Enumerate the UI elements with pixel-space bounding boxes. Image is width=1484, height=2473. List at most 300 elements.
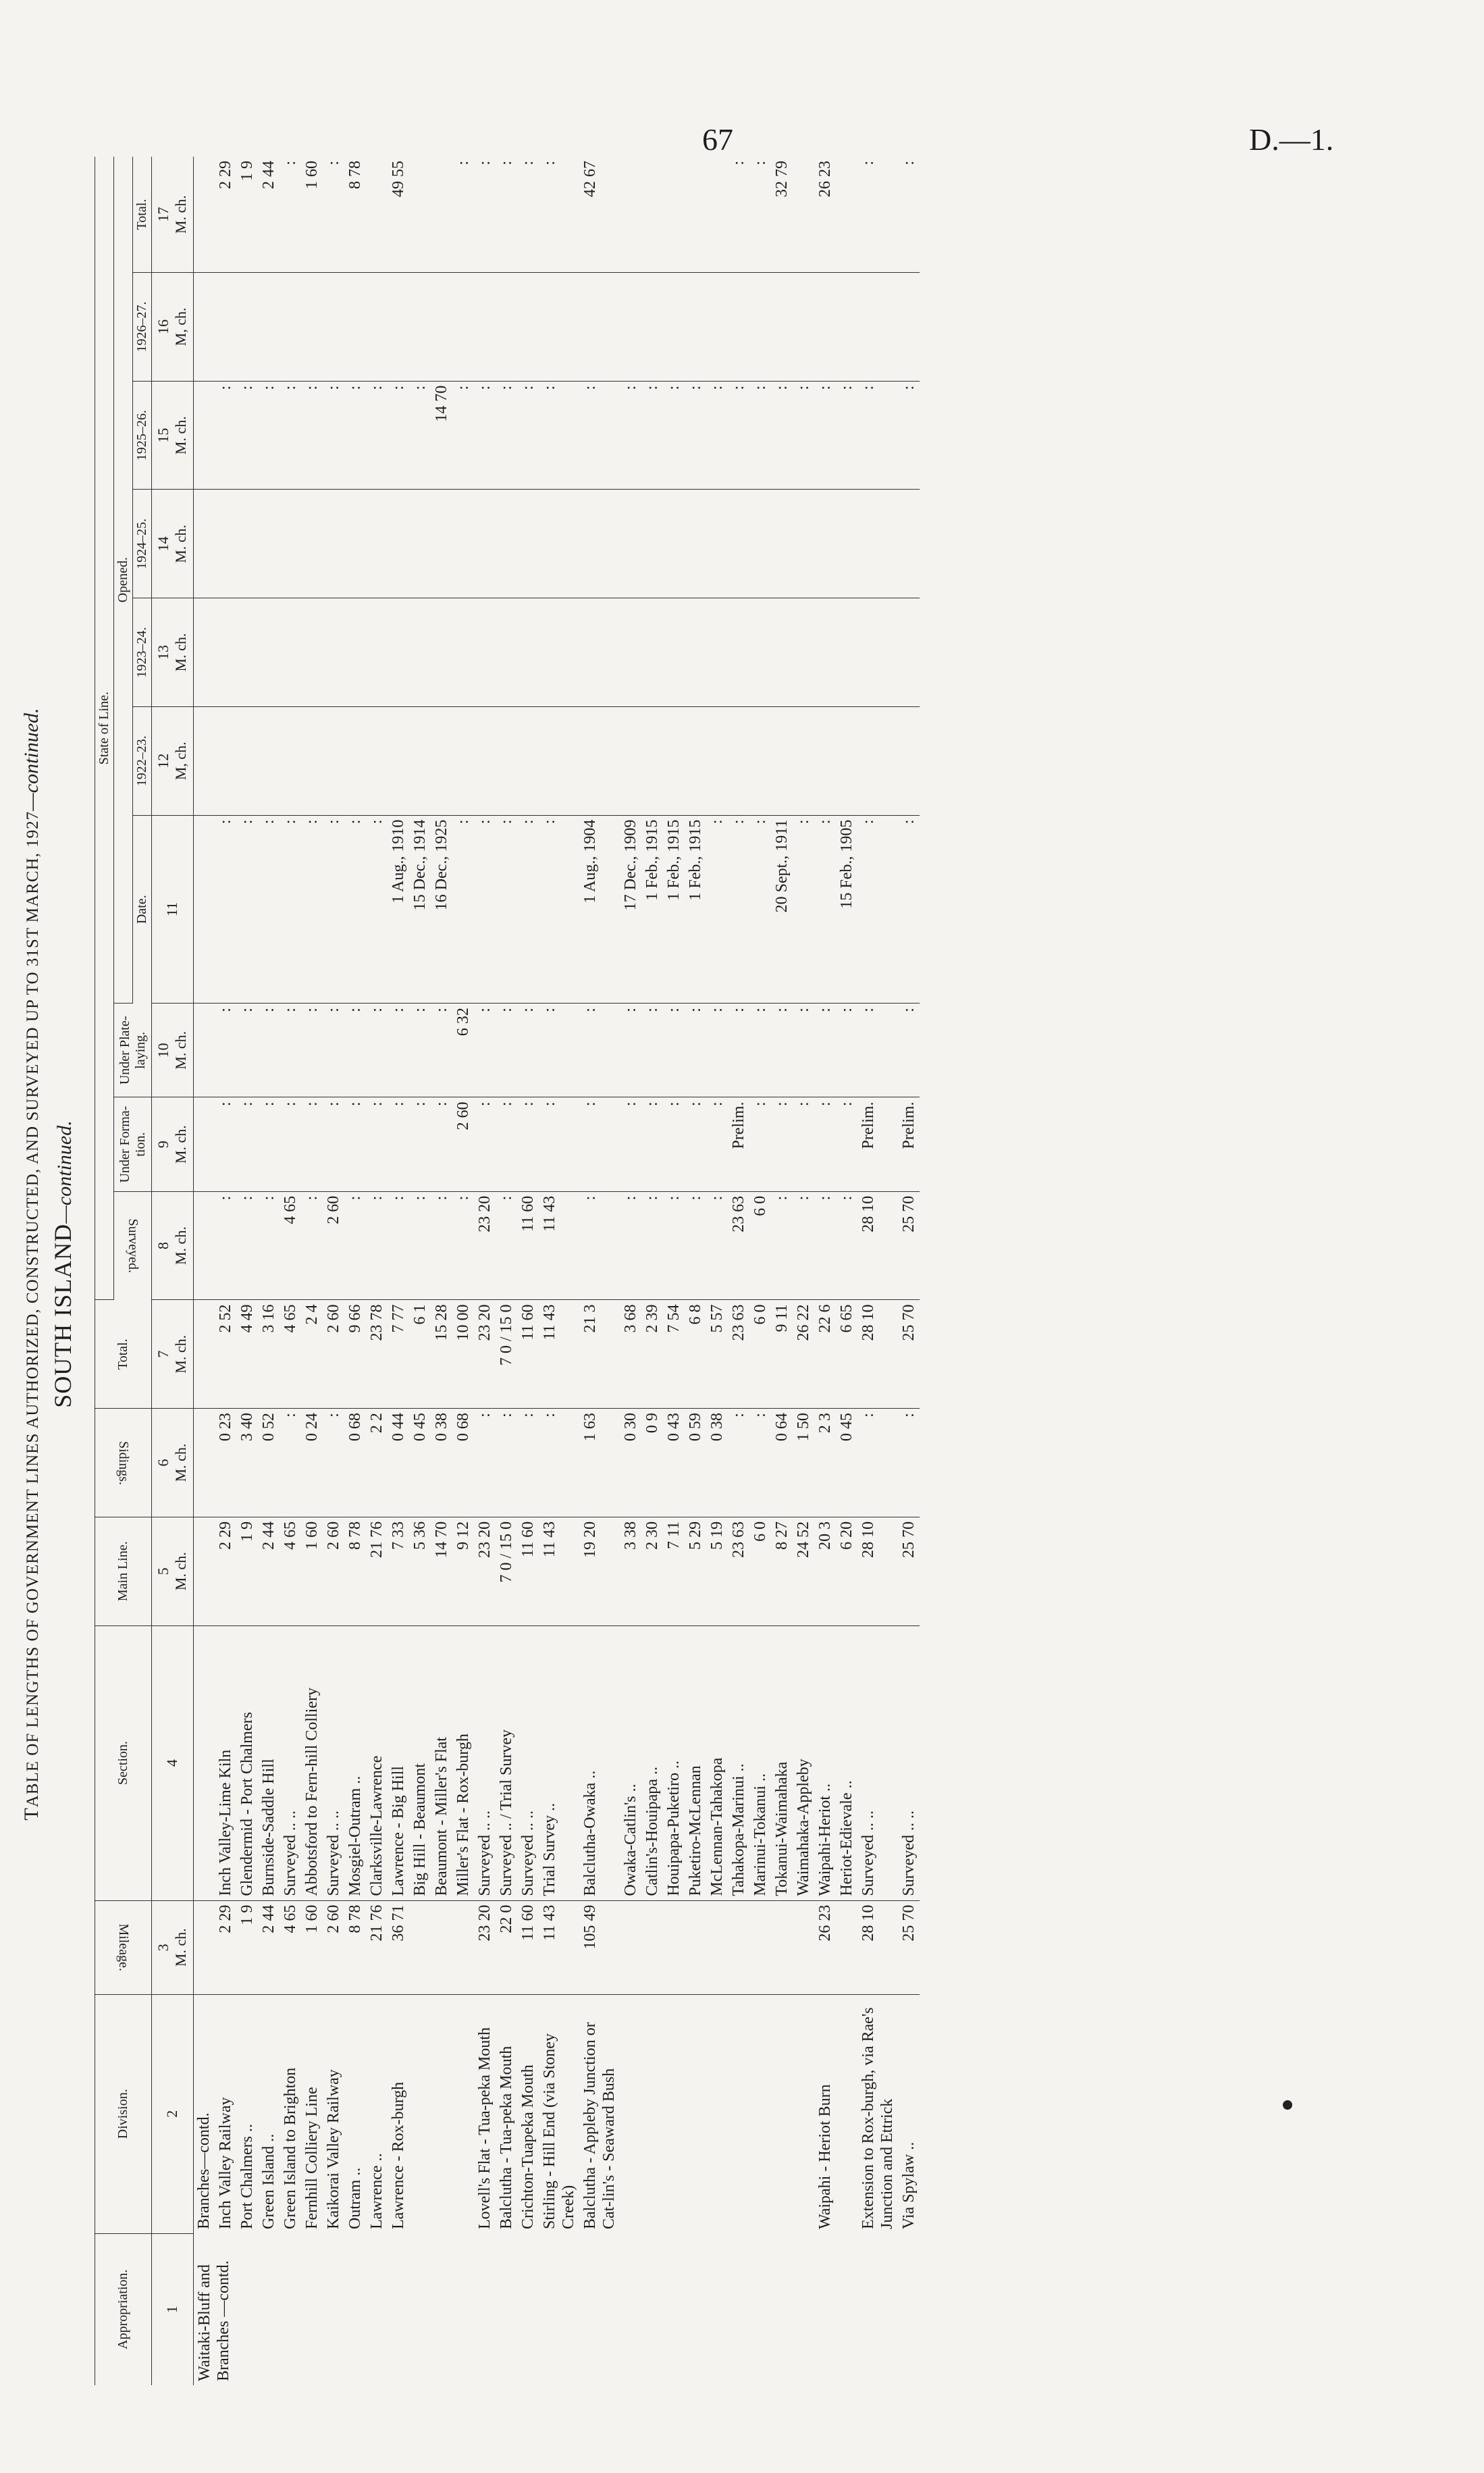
y1925-cell: : [452,381,474,490]
y1926-cell [215,273,236,382]
division-cell [431,1994,452,2233]
y1922-cell [836,706,857,815]
opened-date-cell: : [749,815,771,1004]
y1922-cell [236,706,258,815]
division-cell [620,1994,641,2233]
total-cell: 5 57 [706,1300,728,1409]
under-platelaying-cell: : [258,1004,280,1097]
header-section: Section. [95,1625,152,1900]
y1923-cell [685,598,706,707]
section-cell: Tahakopa-Marinui .. [728,1625,749,1900]
sidings-cell: 0 52 [258,1409,280,1517]
mileage-cell [409,1900,431,1994]
total-cell: 2 4 [301,1300,323,1409]
table-row [280,157,301,2385]
mileage-cell [620,1900,641,1994]
y1925-cell: : [579,381,620,490]
total-cell: 11 43 [539,1300,579,1409]
division-cell [409,1994,431,2233]
division-cell: Lawrence .. [368,2153,386,2230]
table-row [793,157,814,2385]
main-line-cell: 3 38 [620,1517,641,1625]
table-row [409,157,431,2385]
surveyed-cell: : [215,1191,236,1300]
y1922-cell [517,706,539,815]
opened-date-cell: : [898,815,920,1004]
total-cell: 6 65 [836,1300,857,1409]
opened-date-cell: : [452,815,474,1004]
under-formation-cell: : [517,1097,539,1191]
sidings-cell: : [539,1409,579,1517]
y1924-cell [793,490,814,598]
y1926-cell [728,273,749,382]
y1924-cell [836,490,857,598]
total-opened-cell: : [323,157,344,273]
y1924-cell [749,490,771,598]
y1926-cell [258,273,280,382]
y1924-cell [496,490,517,598]
header-state-of-line: State of Line. [95,157,114,1300]
division-cell: Green Island to Brighton [282,2067,300,2230]
y1926-cell [749,273,771,382]
under-formation-cell: : [814,1097,836,1191]
opened-date-cell: : [793,815,814,1004]
total-opened-cell: 26 23 [814,157,836,273]
section-cell: Beaumont - Miller's Flat [431,1625,452,1900]
division-cell [836,1994,857,2233]
under-formation-cell: : [280,1097,301,1191]
division-cell: Lovell's Flat - Tua-peka Mouth [476,2027,494,2230]
opened-date-cell: : [517,815,539,1004]
column-number-row [152,157,194,2385]
y1924-cell [280,490,301,598]
opened-date-cell: 20 Sept., 1911 [771,815,793,1004]
surveyed-cell: 23 63 [728,1191,749,1300]
under-formation-cell: : [793,1097,814,1191]
y1923-cell [474,598,496,707]
total-cell: 6 8 [685,1300,706,1409]
surveyed-cell: : [579,1191,620,1300]
table-body [193,157,920,2385]
main-line-cell: 8 27 [771,1517,793,1625]
surveyed-cell: 23 20 [474,1191,496,1300]
y1923-cell [409,598,431,707]
under-formation-cell: Prelim. [857,1097,898,1191]
header-under-formation: Under Forma-tion. [114,1097,152,1191]
section-cell: Marinui-Tokanui .. [749,1625,771,1900]
opened-date-cell: : [496,815,517,1004]
y1925-cell: : [620,381,641,490]
y1925-cell [193,381,215,490]
division-cell: Kaikorai Valley Railway [325,2069,343,2230]
mileage-cell: 21 76 [366,1900,388,1994]
section-cell: Mosgiel-Outram .. [344,1625,366,1900]
opened-date-cell: 1 Aug., 1910 [388,815,409,1004]
y1923-cell [857,598,898,707]
y1925-cell: : [344,381,366,490]
main-line-cell: 11 43 [539,1517,579,1625]
section-cell: Balclutha-Owaka .. [579,1625,620,1900]
opened-date-cell: 1 Feb., 1915 [685,815,706,1004]
table-row [215,157,236,2385]
total-cell: 2 52 [215,1300,236,1409]
y1923-cell [280,598,301,707]
mileage-cell [749,1900,771,1994]
sidings-cell: 0 45 [836,1409,857,1517]
under-platelaying-cell: : [366,1004,388,1097]
total-opened-cell [366,157,388,273]
y1923-cell [814,598,836,707]
total-cell: 2 60 [323,1300,344,1409]
y1926-cell [431,273,452,382]
table-title: TABLE OF LENGTHS OF GOVERNMENT LINES AUTHORIZED, CONSTRUCTED, AND SURVEYED UP TO 31ST MARCH, 1927—continued. [20,708,43,1821]
under-platelaying-cell: : [431,1004,452,1097]
document-code: D.—1. [1249,122,1334,157]
y1923-cell [193,598,215,707]
division-cell [452,1994,474,2233]
page-number: 67 [702,122,733,157]
mileage-cell [685,1900,706,1994]
table-row [496,157,517,2385]
total-opened-cell: : [452,157,474,273]
mileage-cell: 2 60 [323,1900,344,1994]
sidings-cell: 0 68 [452,1409,474,1517]
y1923-cell [301,598,323,707]
y1926-cell [409,273,431,382]
division-cell [663,1994,685,2233]
surveyed-cell: : [620,1191,641,1300]
under-formation-cell: : [579,1097,620,1191]
y1923-cell [749,598,771,707]
y1925-cell: : [280,381,301,490]
y1926-cell [771,273,793,382]
surveyed-cell: 25 70 [898,1191,920,1300]
y1923-cell [517,598,539,707]
sidings-cell: 1 63 [579,1409,620,1517]
y1922-cell [749,706,771,815]
y1926-cell [193,273,215,382]
total-opened-cell: 1 9 [236,157,258,273]
total-cell: 4 49 [236,1300,258,1409]
y1924-cell [409,490,431,598]
y1924-cell [857,490,898,598]
total-cell: 7 77 [388,1300,409,1409]
opened-date-cell: : [301,815,323,1004]
division-cell: Waipahi - Heriot Burn [816,2084,834,2230]
sidings-cell: 0 64 [771,1409,793,1517]
y1922-cell [193,706,215,815]
table-row [517,157,539,2385]
opened-date-cell: : [814,815,836,1004]
mileage-cell [663,1900,685,1994]
division-cell: Green Island .. [260,2133,278,2230]
surveyed-cell [193,1191,215,1300]
sidings-cell: 0 30 [620,1409,641,1517]
opened-date-cell: 1 Aug., 1904 [579,815,620,1004]
surveyed-cell: : [388,1191,409,1300]
under-platelaying-cell: : [517,1004,539,1097]
main-line-cell: 2 60 [323,1517,344,1625]
surveyed-cell: : [258,1191,280,1300]
under-formation-cell: : [344,1097,366,1191]
y1925-cell: : [771,381,793,490]
y1925-cell: : [663,381,685,490]
under-platelaying-cell: : [728,1004,749,1097]
under-platelaying-cell: : [323,1004,344,1097]
under-formation-cell: : [771,1097,793,1191]
mileage-cell: 11 43 [539,1900,579,1994]
main-line-cell: 5 36 [409,1517,431,1625]
y1924-cell [620,490,641,598]
y1926-cell [280,273,301,382]
under-platelaying-cell: : [496,1004,517,1097]
y1926-cell [793,273,814,382]
total-cell: 10 00 [452,1300,474,1409]
total-cell: 28 10 [857,1300,898,1409]
col-number: 3 M. ch. [152,1900,194,1994]
y1924-cell [323,490,344,598]
sidings-cell: 0 9 [641,1409,663,1517]
surveyed-cell: 28 10 [857,1191,898,1300]
table-row [663,157,685,2385]
table-row [728,157,749,2385]
section-cell: Abbotsford to Fern-hill Colliery [301,1625,323,1900]
opened-date-cell: : [728,815,749,1004]
under-platelaying-cell: : [301,1004,323,1097]
sidings-cell: 0 23 [215,1409,236,1517]
y1926-cell [301,273,323,382]
y1926-cell [517,273,539,382]
main-line-cell: 2 30 [641,1517,663,1625]
sidings-cell: : [323,1409,344,1517]
surveyed-cell: 4 65 [280,1191,301,1300]
total-cell: 9 66 [344,1300,366,1409]
total-cell: 22 6 [814,1300,836,1409]
sidings-cell: 0 38 [706,1409,728,1517]
total-cell: 23 20 [474,1300,496,1409]
table-row [452,157,474,2385]
table-row [620,157,641,2385]
y1923-cell [771,598,793,707]
section-cell: Surveyed .. / Trial Survey [496,1625,517,1900]
total-opened-cell: : [496,157,517,273]
total-cell: 26 22 [793,1300,814,1409]
y1923-cell [898,598,920,707]
y1923-cell [663,598,685,707]
y1922-cell [771,706,793,815]
total-cell: 15 28 [431,1300,452,1409]
col-number: 14 M. ch. [152,490,194,598]
y1922-cell [706,706,728,815]
y1922-cell [898,706,920,815]
sidings-cell: : [728,1409,749,1517]
col-number: 4 [152,1625,194,1900]
y1922-cell [728,706,749,815]
mileage-cell [728,1900,749,1994]
y1926-cell [474,273,496,382]
total-opened-cell [836,157,857,273]
under-formation-cell: : [641,1097,663,1191]
sidings-cell: : [857,1409,898,1517]
table-row [539,157,579,2385]
y1925-cell: : [366,381,388,490]
col-number: 9 M. ch. [152,1097,194,1191]
under-platelaying-cell: : [771,1004,793,1097]
main-line-cell: 4 65 [280,1517,301,1625]
division-cell: Port Chalmers .. [238,2124,257,2230]
surveyed-cell: : [344,1191,366,1300]
opened-date-cell: : [474,815,496,1004]
main-line-cell: 8 78 [344,1517,366,1625]
y1924-cell [301,490,323,598]
under-formation-cell: : [474,1097,496,1191]
y1923-cell [388,598,409,707]
y1925-cell: : [706,381,728,490]
under-platelaying-cell: : [620,1004,641,1097]
y1926-cell [388,273,409,382]
total-cell: 3 16 [258,1300,280,1409]
section-cell: Surveyed .. .. [857,1625,898,1900]
opened-date-cell: 1 Feb., 1915 [641,815,663,1004]
under-platelaying-cell: : [749,1004,771,1097]
total-opened-cell: 1 60 [301,157,323,273]
under-platelaying-cell: : [793,1004,814,1097]
y1925-cell: : [301,381,323,490]
col-number: 6 M. ch. [152,1409,194,1517]
under-formation-cell: : [836,1097,857,1191]
y1926-cell [236,273,258,382]
header-1926: 1926–27. [133,273,152,382]
sidings-cell: 2 3 [814,1409,836,1517]
col-number: 5 M. ch. [152,1517,194,1625]
header-main-line: Main Line. [95,1517,152,1625]
y1926-cell [857,273,898,382]
table-row [579,157,620,2385]
under-platelaying-cell: : [641,1004,663,1097]
total-opened-cell [620,157,641,273]
total-cell: 25 70 [898,1300,920,1409]
division-cell [685,1994,706,2233]
table-row [749,157,771,2385]
y1923-cell [579,598,620,707]
section-cell: Surveyed .. .. [898,1625,920,1900]
surveyed-cell: 11 43 [539,1191,579,1300]
sidings-cell: 2 2 [366,1409,388,1517]
y1924-cell [579,490,620,598]
sidings-cell: : [496,1409,517,1517]
mileage-cell: 8 78 [344,1900,366,1994]
table-row [323,157,344,2385]
under-platelaying-cell: : [409,1004,431,1097]
y1924-cell [474,490,496,598]
opened-date-cell: : [236,815,258,1004]
y1924-cell [663,490,685,598]
division-cell: Branches—contd. [195,2112,213,2230]
header-total: Total. [95,1300,152,1409]
y1923-cell [215,598,236,707]
table-row [236,157,258,2385]
total-cell: 11 60 [517,1300,539,1409]
table-row [193,157,215,2385]
section-cell: Waimahaka-Appleby [793,1625,814,1900]
under-platelaying-cell: : [344,1004,366,1097]
col-number: 13 M. ch. [152,598,194,707]
main-line-cell: 19 20 [579,1517,620,1625]
under-formation-cell: : [409,1097,431,1191]
mileage-cell [836,1900,857,1994]
y1926-cell [663,273,685,382]
under-platelaying-cell: : [706,1004,728,1097]
opened-date-cell: : [258,815,280,1004]
y1925-cell: 14 70 [431,381,452,490]
mileage-cell: 28 10 [857,1900,898,1994]
total-cell: 7 54 [663,1300,685,1409]
mileage-cell [431,1900,452,1994]
table-row [857,157,898,2385]
y1925-cell: : [409,381,431,490]
sidings-cell: : [517,1409,539,1517]
sidings-cell: 1 50 [793,1409,814,1517]
section-cell: Surveyed .. .. [323,1625,344,1900]
header-under-platelaying: Under Plate-laying. [114,1004,152,1097]
y1925-cell: : [388,381,409,490]
section-cell: Lawrence - Big Hill [388,1625,409,1900]
section-cell: Tokanui-Waimahaka [771,1625,793,1900]
y1924-cell [452,490,474,598]
y1925-cell: : [814,381,836,490]
y1926-cell [898,273,920,382]
main-line-cell: 2 44 [258,1517,280,1625]
opened-date-cell: 1 Feb., 1915 [663,815,685,1004]
total-opened-cell: 2 29 [215,157,236,273]
main-line-cell: 7 33 [388,1517,409,1625]
y1923-cell [323,598,344,707]
under-formation-cell: : [388,1097,409,1191]
y1925-cell: : [323,381,344,490]
mileage-cell: 2 44 [258,1900,280,1994]
under-formation-cell: 2 60 [452,1097,474,1191]
mileage-cell [641,1900,663,1994]
opened-date-cell: 17 Dec., 1909 [620,815,641,1004]
surveyed-cell: : [452,1191,474,1300]
table-row [898,157,920,2385]
total-opened-cell: 49 55 [388,157,409,273]
table-row [431,157,452,2385]
table-row [771,157,793,2385]
y1924-cell [771,490,793,598]
col-number: 12 M, ch. [152,706,194,815]
main-line-cell: 24 52 [793,1517,814,1625]
sidings-cell: 0 43 [663,1409,685,1517]
table-row [258,157,280,2385]
opened-date-cell: : [539,815,579,1004]
under-platelaying-cell: : [814,1004,836,1097]
total-cell: 3 68 [620,1300,641,1409]
y1924-cell [193,490,215,598]
division-cell [641,1994,663,2233]
y1924-cell [344,490,366,598]
total-opened-cell: : [898,157,920,273]
table-row [366,157,388,2385]
y1924-cell [539,490,579,598]
surveyed-cell: : [641,1191,663,1300]
total-cell: 2 39 [641,1300,663,1409]
total-opened-cell: : [857,157,898,273]
table-row [685,157,706,2385]
y1924-cell [236,490,258,598]
y1922-cell [496,706,517,815]
under-formation-cell: : [258,1097,280,1191]
